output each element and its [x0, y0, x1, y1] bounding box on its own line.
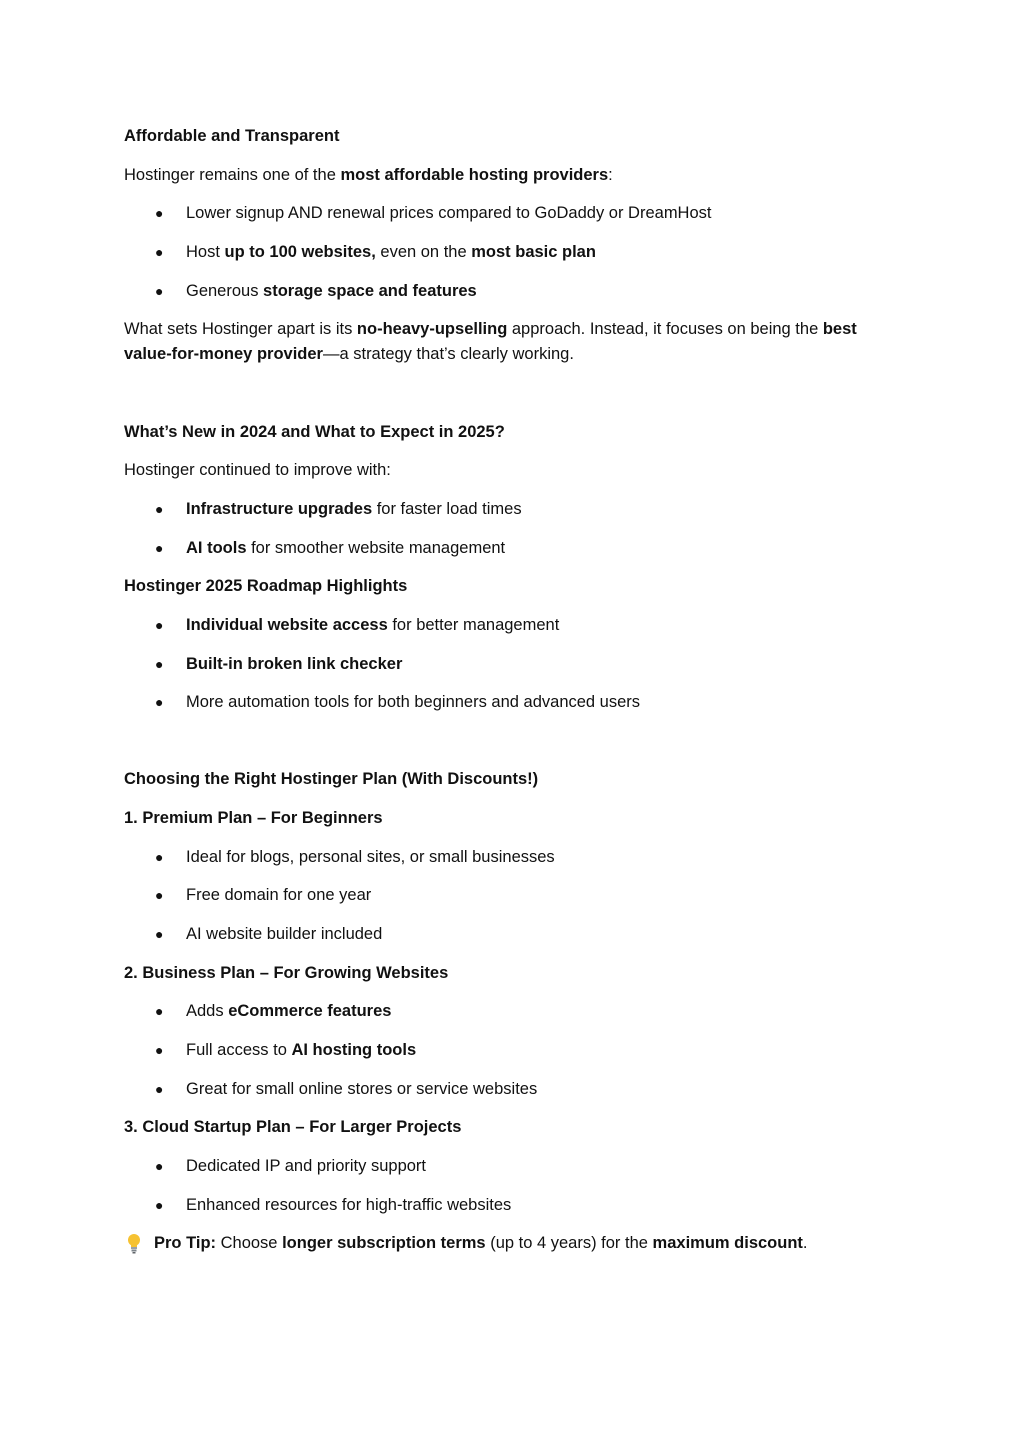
bullet-icon: ● [155, 887, 164, 903]
section-heading: Choosing the Right Hostinger Plan (With Discounts!) [124, 770, 539, 788]
bullet-icon: ● [155, 1197, 164, 1213]
bullet-icon: ● [155, 1042, 164, 1058]
paragraph: What sets Hostinger apart is its no-heavy-upselling approach. Instead, it focuses on being the best value-for-money provider—a strategy that’s clearly working. [124, 320, 857, 363]
list-item: ● AI tools for smoother website management [186, 536, 505, 561]
list-item: ● Generous storage space and features [186, 279, 477, 304]
list-item: ● Enhanced resources for high-traffic websites [186, 1193, 511, 1218]
section-heading: Affordable and Transparent [124, 127, 340, 145]
list-item: ● Dedicated IP and priority support [186, 1154, 426, 1179]
plan-title: 2. Business Plan – For Growing Websites [124, 964, 449, 982]
list-item: ● Free domain for one year [186, 883, 371, 908]
list-item: ● Full access to AI hosting tools [186, 1038, 416, 1063]
bullet-icon: ● [155, 205, 164, 221]
lightbulb-icon [127, 1233, 141, 1254]
list-item: ● Host up to 100 websites, even on the most basic plan [186, 240, 596, 265]
list-item: ● Adds eCommerce features [186, 999, 391, 1024]
bullet-icon: ● [155, 617, 164, 633]
list-item: ● Individual website access for better management [186, 613, 559, 638]
list-item: ● AI website builder included [186, 922, 382, 947]
plan-title: 3. Cloud Startup Plan – For Larger Projects [124, 1118, 462, 1136]
bullet-icon: ● [155, 244, 164, 260]
bullet-icon: ● [155, 540, 164, 556]
list-item: ● Ideal for blogs, personal sites, or small businesses [186, 845, 555, 870]
list-item: ● Great for small online stores or service websites [186, 1077, 537, 1102]
paragraph: Hostinger remains one of the most affordable hosting providers: [124, 166, 613, 184]
list-item: ● More automation tools for both beginners and advanced users [186, 690, 640, 715]
bullet-icon: ● [155, 849, 164, 865]
bullet-icon: ● [155, 501, 164, 517]
sub-heading: Hostinger 2025 Roadmap Highlights [124, 577, 408, 595]
bullet-icon: ● [155, 1003, 164, 1019]
paragraph: Hostinger continued to improve with: [124, 461, 391, 479]
list-item: ● Built-in broken link checker [186, 652, 402, 677]
plan-title: 1. Premium Plan – For Beginners [124, 809, 383, 827]
bullet-icon: ● [155, 694, 164, 710]
pro-tip: Pro Tip: Choose longer subscription terms (up to 4 years) for the maximum discount. [124, 1231, 904, 1256]
section-heading: What’s New in 2024 and What to Expect in 2025? [124, 423, 505, 441]
list-item: ● Lower signup AND renewal prices compared to GoDaddy or DreamHost [186, 201, 712, 226]
bullet-icon: ● [155, 926, 164, 942]
bullet-icon: ● [155, 1158, 164, 1174]
list-item: ● Infrastructure upgrades for faster load times [186, 497, 522, 522]
bullet-icon: ● [155, 656, 164, 672]
bullet-icon: ● [155, 1081, 164, 1097]
bullet-icon: ● [155, 283, 164, 299]
